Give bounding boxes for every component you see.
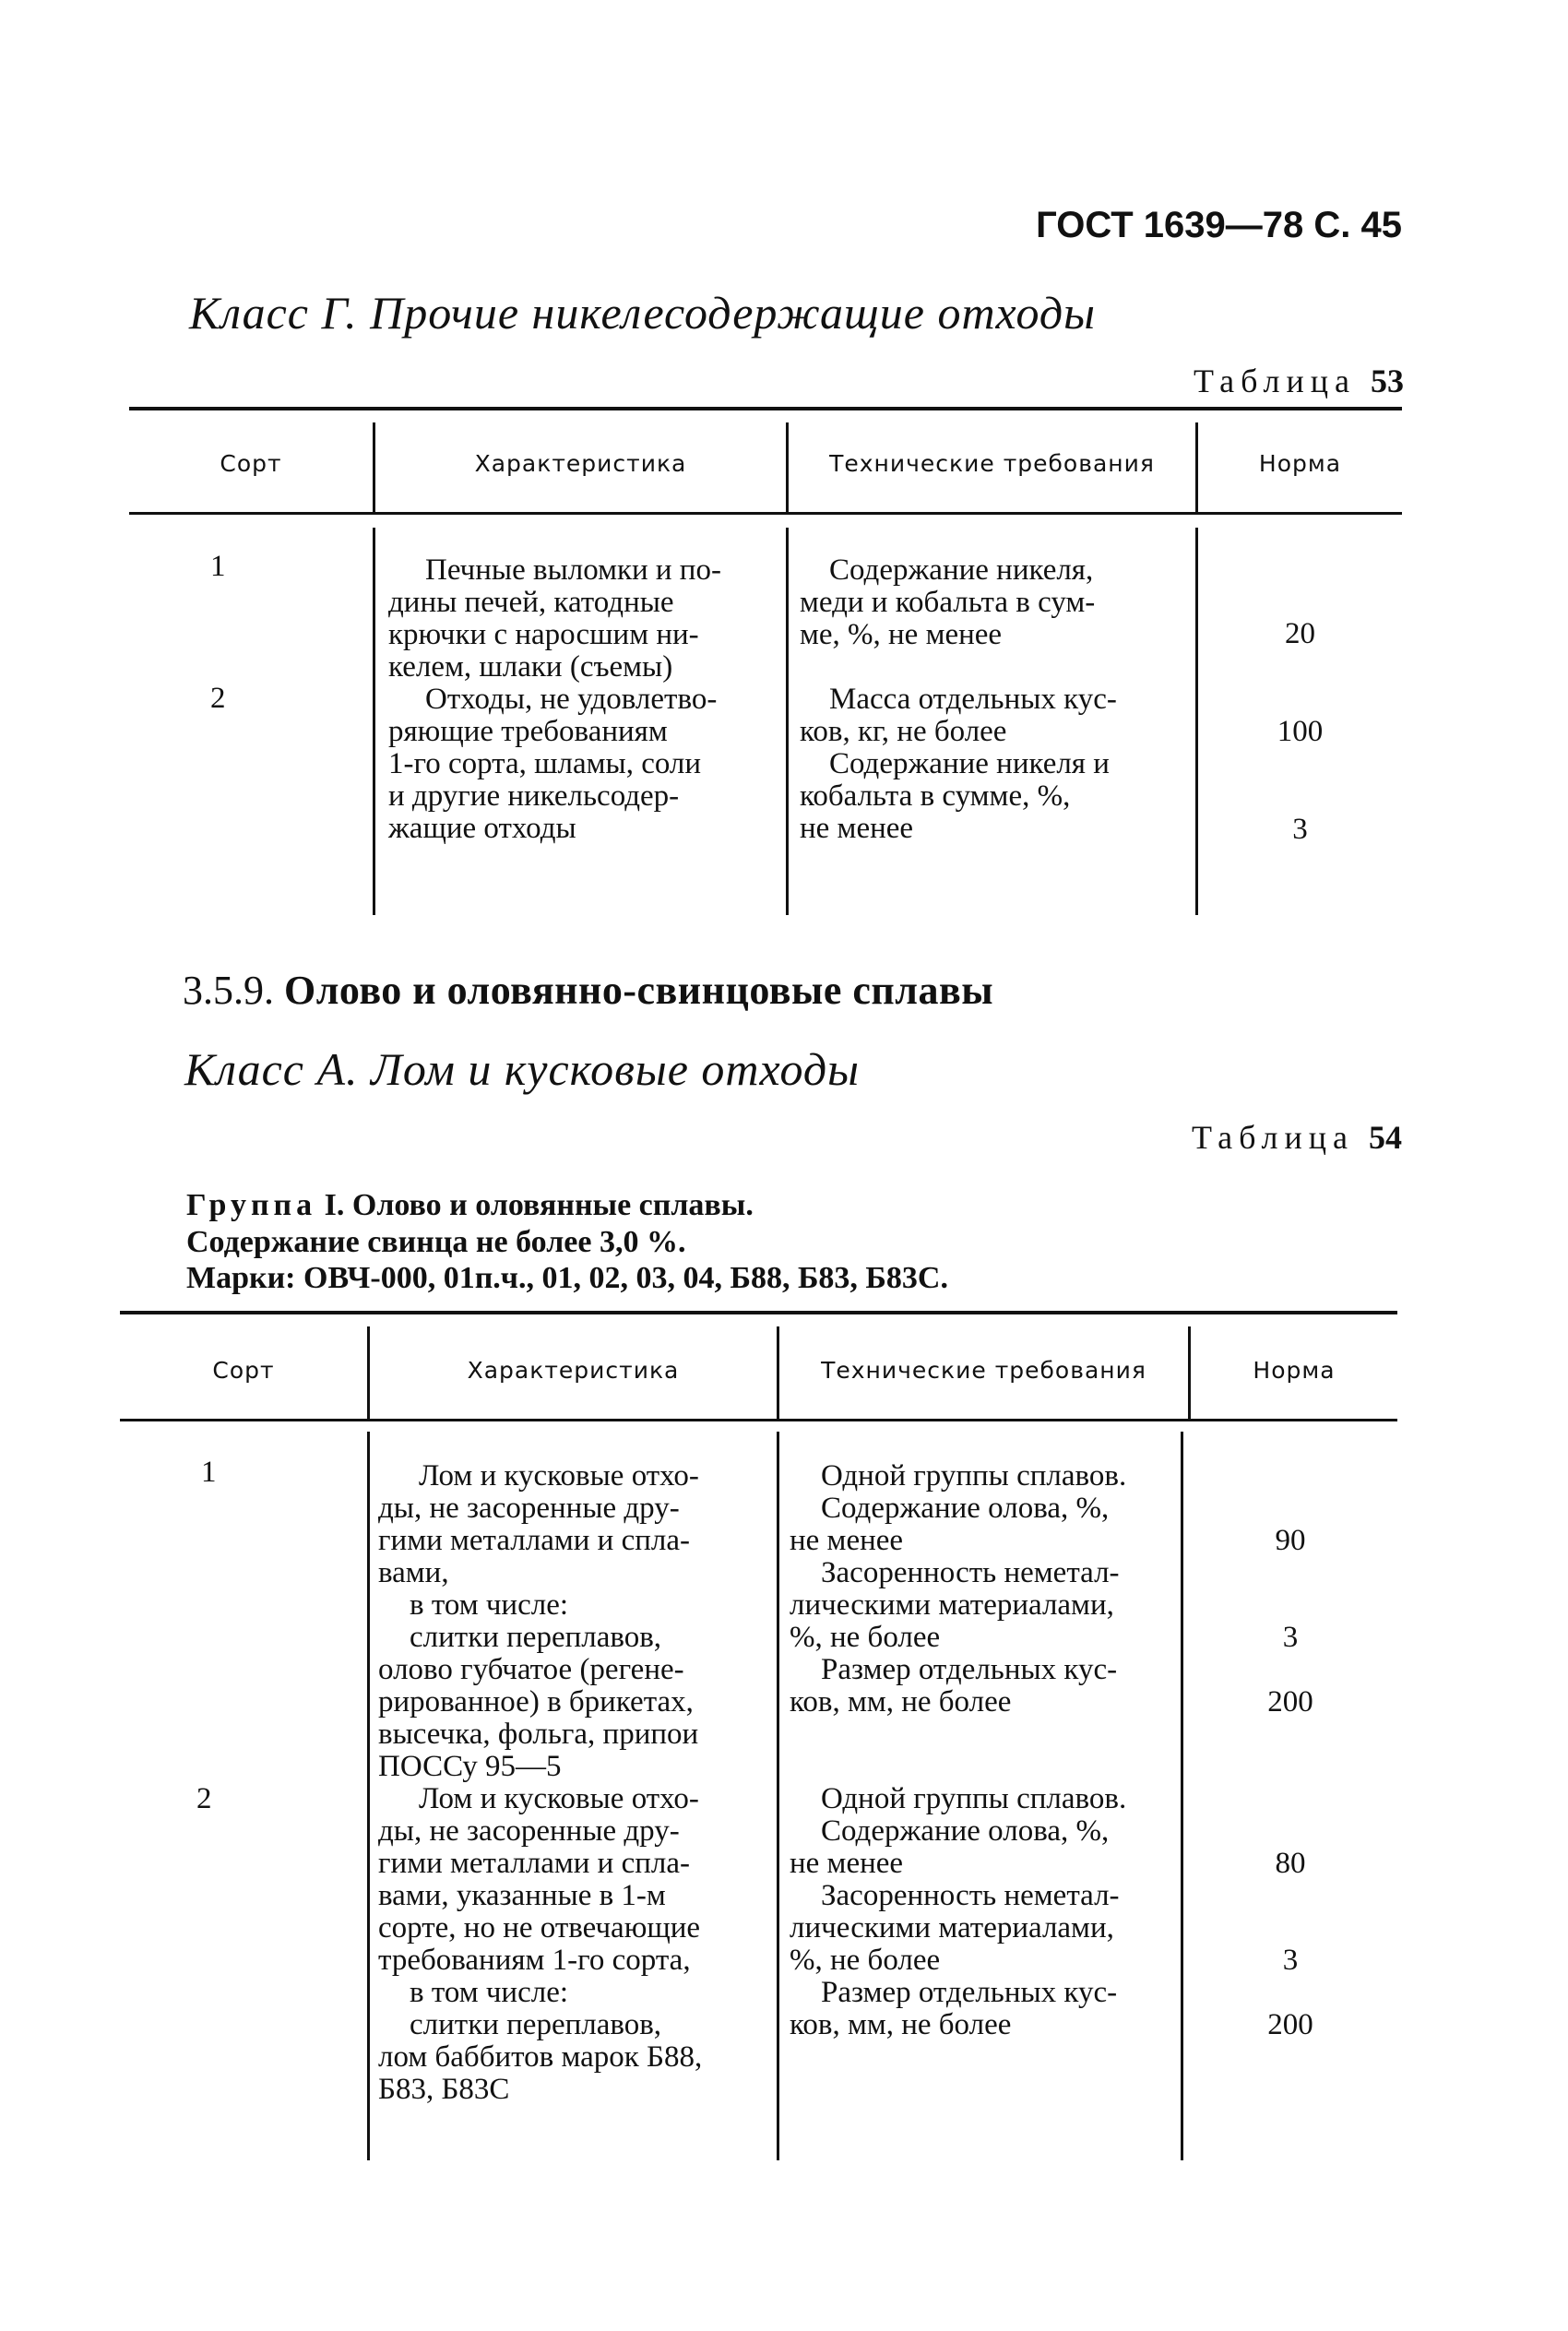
page-header: ГОСТ 1639—78 С. 45 [1036, 205, 1402, 245]
table54-label-word: Таблица [1192, 1119, 1354, 1156]
table54-char-line: Лом и кусковые отхо- [419, 1459, 699, 1493]
table54-char-line: гими металлами и спла- [378, 1524, 690, 1557]
group-label: Группа [186, 1188, 317, 1222]
table53-char-line: крючки с наросшим ни- [388, 618, 699, 651]
table53-char-line: дины печей, катодные [388, 586, 674, 619]
table54-top-rule [120, 1311, 1397, 1314]
table54-req-line: %, не более [790, 1944, 941, 1977]
table54-char-line: в том числе: [410, 1588, 569, 1622]
table54-char-line: лом баббитов марок Б88, [378, 2040, 703, 2074]
table54-header-rule [120, 1419, 1397, 1421]
table54-char-line: Лом и кусковые отхо- [419, 1782, 699, 1815]
table54-char-line: ды, не засоренные дру- [378, 1492, 680, 1525]
table54-req-line: Одной группы сплавов. [821, 1782, 1127, 1815]
table54-req-line: Размер отдельных кус- [821, 1653, 1118, 1686]
table54-char-line: рированное) в брикетах, [378, 1685, 694, 1719]
table54-char-line: высечка, фольга, припои [378, 1718, 699, 1751]
table53-col-header-norm: Норма [1258, 450, 1342, 477]
table53-norm: 3 [1292, 813, 1308, 846]
table53-req-line: Содержание никеля, [829, 553, 1094, 587]
table54-grade: 2 [196, 1782, 212, 1815]
class-a-title: Класс А. Лом и кусковые отходы [184, 1043, 860, 1095]
lead-content-note: Содержание свинца не более 3,0 %. [186, 1225, 686, 1259]
table53-req-line: Масса отдельных кус- [829, 683, 1117, 716]
table54-col-header-norm: Норма [1253, 1357, 1336, 1384]
group-title [186, 1188, 754, 1223]
table54-req-line: ков, мм, не более [790, 2008, 1012, 2041]
grades-note: Марки: ОВЧ-000, 01п.ч., 01, 02, 03, 04, Б88, Б83, Б83С. [186, 1261, 948, 1295]
table54-char-line: вами, [378, 1556, 449, 1589]
table54-req-line: %, не более [790, 1621, 941, 1654]
section-title: Олово и оловянно-свинцовые сплавы [284, 968, 994, 1013]
table54-char-line: в том числе: [410, 1976, 569, 2009]
table53-req-line: не менее [800, 812, 914, 845]
table54-char-line: вами, указанные в 1-м [378, 1879, 666, 1912]
table53-char-line: Печные выломки и по- [425, 553, 721, 587]
table54-norm: 80 [1275, 1847, 1306, 1880]
table53-divider [786, 528, 789, 915]
section-heading [183, 967, 993, 1014]
table53-col-header-grade: Сорт [220, 450, 282, 477]
table54-char-line: олово губчатое (регене- [378, 1653, 684, 1686]
table54-req-line: лическими материалами, [790, 1911, 1114, 1944]
table53-char-line: келем, шлаки (съемы) [388, 650, 673, 684]
table54-label-number: 54 [1369, 1119, 1402, 1156]
table53-top-rule [129, 407, 1402, 410]
table54-norm: 200 [1267, 2008, 1313, 2041]
table53-label-word: Таблица [1194, 363, 1356, 399]
table54-divider [367, 1432, 370, 2160]
table54-char-line: слитки переплавов, [410, 2008, 662, 2041]
table54-col-header-grade: Сорт [212, 1357, 275, 1384]
table54-norm: 200 [1267, 1685, 1313, 1719]
table54-char-line: гими металлами и спла- [378, 1847, 690, 1880]
table53-grade: 2 [210, 682, 226, 715]
table54-req-line: Содержание олова, %, [821, 1814, 1110, 1848]
table54-req-line: ков, мм, не более [790, 1685, 1012, 1719]
table53-divider [373, 528, 375, 915]
table54-norm: 3 [1282, 1621, 1299, 1654]
table54-char-line: слитки переплавов, [410, 1621, 662, 1654]
table53-char-line: жащие отходы [388, 812, 576, 845]
table53-label [1194, 362, 1404, 400]
table53-col-header-characteristic: Характеристика [474, 450, 687, 477]
table54-char-line: Б83, Б83С [378, 2073, 510, 2106]
table54-req-line: Одной группы сплавов. [821, 1459, 1127, 1493]
table54-divider [777, 1432, 779, 2160]
table53-norm: 20 [1285, 617, 1315, 650]
table54-norm: 3 [1282, 1944, 1299, 1977]
table54-char-line: сорте, но не отвечающие [378, 1911, 701, 1944]
table53-grade: 1 [210, 550, 226, 583]
class-g-title: Класс Г. Прочие никелесодержащие отходы [189, 287, 1096, 339]
table54-norm: 90 [1275, 1524, 1306, 1557]
table54-req-line: лическими материалами, [790, 1588, 1114, 1622]
table54-grade: 1 [201, 1456, 217, 1489]
table53-req-line: меди и кобальта в сум- [800, 586, 1096, 619]
table53-norm: 100 [1277, 715, 1324, 748]
table53-req-line: ме, %, не менее [800, 618, 1003, 651]
table54-req-line: Размер отдельных кус- [821, 1976, 1118, 2009]
group-name: I. Олово и оловянные сплавы. [324, 1188, 754, 1222]
table54-col-header-characteristic: Характеристика [467, 1357, 680, 1384]
table53-label-number: 53 [1371, 363, 1404, 399]
table53-char-line: и другие никельсодер- [388, 779, 680, 813]
table54-char-line: ды, не засоренные дру- [378, 1814, 680, 1848]
table53-header-rule [129, 512, 1402, 515]
section-number: 3.5.9. [183, 968, 274, 1013]
table53-char-line: 1-го сорта, шламы, соли [388, 747, 702, 780]
table54-char-line: ПОССу 95—5 [378, 1750, 562, 1783]
table54-col-header-requirements: Технические требования [821, 1357, 1146, 1384]
table54-req-line: не менее [790, 1847, 904, 1880]
table54-req-line: не менее [790, 1524, 904, 1557]
table53-req-line: кобальта в сумме, %, [800, 779, 1071, 813]
table54-req-line: Содержание олова, %, [821, 1492, 1110, 1525]
table54-req-line: Засоренность неметал- [821, 1556, 1120, 1589]
table54-char-line: требованиям 1-го сорта, [378, 1944, 691, 1977]
table53-req-line: Содержание никеля и [829, 747, 1110, 780]
table53-col-header-requirements: Технические требования [829, 450, 1155, 477]
table53-req-line: ков, кг, не более [800, 715, 1007, 748]
table54-label [1192, 1118, 1402, 1157]
table53-char-line: Отходы, не удовлетво- [425, 683, 718, 716]
table54-req-line: Засоренность неметал- [821, 1879, 1120, 1912]
table53-char-line: ряющие требованиям [388, 715, 668, 748]
